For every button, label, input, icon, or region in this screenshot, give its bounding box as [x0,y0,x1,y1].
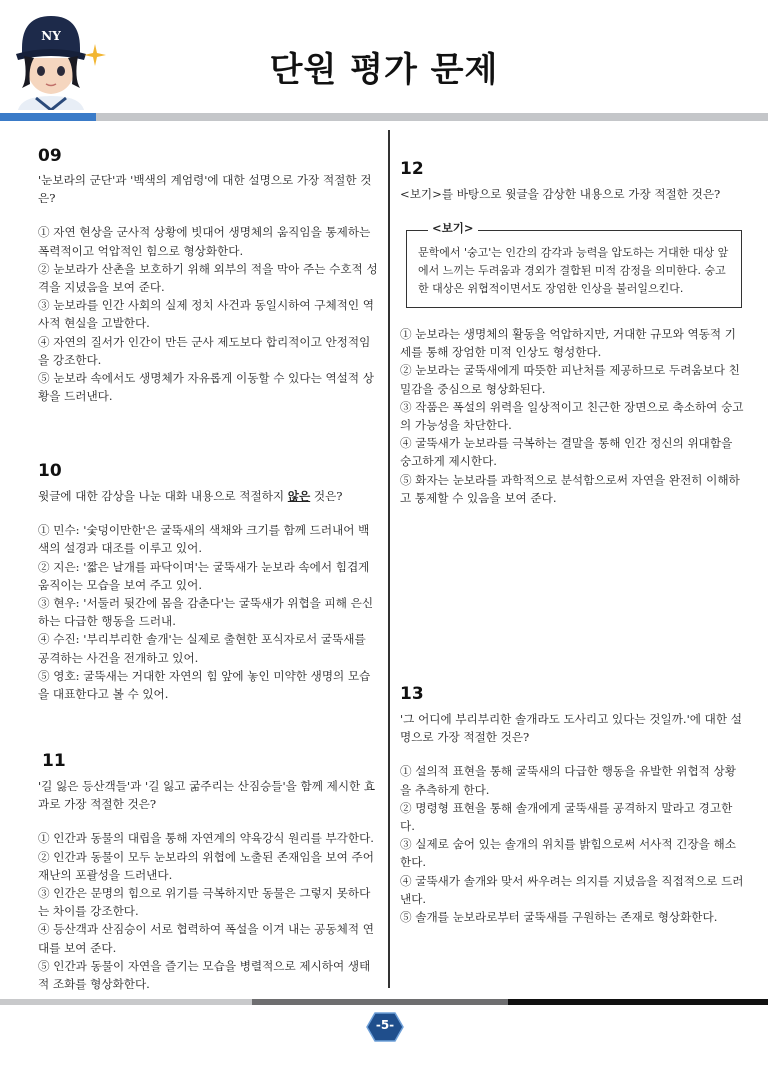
option-4: ④ 굴뚝새가 솔개와 맞서 싸우려는 의지를 지녔음을 직접적으로 드러낸다. [400,873,744,906]
option-2: ② 명령형 표현을 통해 솔개에게 굴뚝새를 공격하지 말라고 경고한다. [400,800,733,834]
question-13 [400,710,746,926]
bogi-text: 문학에서 '숭고'는 인간의 감각과 능력을 압도하는 거대한 대상 앞에서 느끼는 두려움과 경외가 결합된 미적 감정을 의미한다. 숭고한 대상은 위협적이면서도 장엄한 인상을 불러일으킨다. [418,246,729,295]
question-12-stem [400,185,746,203]
question-11 [38,777,380,993]
option-1: ① 눈보라는 생명체의 활동을 억압하지만, 거대한 규모와 역동적 기세를 통해 장엄한 미적 인상도 형성한다. [400,327,736,360]
option-1: ① 인간과 동물의 대립을 통해 자연계의 약육강식 원리를 부각한다. [38,831,374,846]
question-number-13: 13 [400,684,424,704]
page-number: -5- [375,1018,395,1032]
footer-bar-light [0,999,252,1005]
option-3: ③ 눈보라를 인간 사회의 실제 정치 사건과 동일시하여 구체적인 역사적 현실을 고발한다. [38,298,374,331]
option-4: ④ 등산객과 산짐승이 서로 협력하여 폭설을 이겨 내는 공동체적 연대를 보여 준다. [38,922,374,955]
question-stem [38,487,380,505]
question-09 [38,171,380,405]
column-divider [388,130,390,988]
option-3: ③ 실제로 숨어 있는 솔개의 위치를 밝힘으로써 서사적 긴장을 해소한다. [400,837,736,870]
option-1: ① 자연 현상을 군사적 상황에 빗대어 생명체의 움직임을 통제하는 폭력적이고 억압적인 힘으로 형상화한다. [38,225,371,258]
option-3: ③ 작품은 폭설의 위력을 일상적이고 친근한 장면으로 축소하여 숭고의 가능성을 차단한다. [400,399,744,433]
question-stem: <보기>를 바탕으로 윗글을 감상한 내용으로 가장 적절한 것은? [400,187,721,201]
option-3: ③ 인간은 문명의 힘으로 위기를 극복하지만 동물은 그렇지 못하다는 차이를 강조한다. [38,886,371,919]
bogi-label: <보기> [428,220,478,236]
question-number-09: 09 [38,146,62,166]
question-10 [38,487,380,703]
svg-text:NY: NY [41,29,61,43]
footer-bar-dark [508,999,768,1005]
page-title: 단원 평가 문제 [269,50,499,90]
question-number-11: 11 [42,751,66,771]
question-stem: '눈보라의 군단'과 '백색의 계엄령'에 대한 설명으로 가장 적절한 것은? [38,173,372,206]
header-divider-bar [96,113,768,121]
stem-emphasis: 않은 [287,489,311,503]
option-2: ② 지은: '짧은 날개를 파닥이며'는 굴뚝새가 눈보라 속에서 힘겹게 움직이는 모습을 보여 주고 있어. [38,559,370,592]
option-5: ⑤ 화자는 눈보라를 과학적으로 분석함으로써 자연을 완전히 이해하고 통제할 수 있음을 보여 준다. [400,472,740,505]
option-5: ⑤ 솔개를 눈보라로부터 굴뚝새를 구원하는 존재로 형상화한다. [400,910,718,925]
header-accent-bar [0,113,96,121]
stem-text: 윗글에 대한 감상을 나눈 대화 내용으로 적절하지 [38,489,288,503]
footer-bar-mid [252,999,508,1005]
option-1: ① 설의적 표현을 통해 굴뚝새의 다급한 행동을 유발한 위협적 상황을 추측하게 한다. [400,764,736,797]
option-3: ③ 현우: '서둘러 뒷간에 몸을 감춘다'는 굴뚝새가 위협을 피해 은신하는 다급한 행동을 드러내. [38,596,374,629]
option-5: ⑤ 인간과 동물이 자연을 즐기는 모습을 병렬적으로 제시하여 생태적 조화를 형상화한다. [38,958,371,992]
option-2: ② 눈보라는 굴뚝새에게 따뜻한 피난처를 제공하므로 두려움보다 친밀감을 중심으로 형상화된다. [400,363,740,396]
option-2: ② 눈보라가 산촌을 보호하기 위해 외부의 적을 막아 주는 수호적 성격을 지녔음을 보여 준다. [38,261,378,295]
question-stem: '그 어디에 부리부리한 솔개라도 도사리고 있다는 것일까.'에 대한 설명으로 가장 적절한 것은? [400,712,742,745]
option-5: ⑤ 영호: 굴뚝새는 거대한 자연의 힘 앞에 놓인 미약한 생명의 모습을 대표한다고 볼 수 있어. [38,668,371,702]
option-4: ④ 자연의 질서가 인간이 만든 군사 제도보다 합리적이고 안정적임을 강조한다. [38,334,371,367]
question-12-options [400,325,746,507]
option-4: ④ 굴뚝새가 눈보라를 극복하는 결말을 통해 인간 정신의 위대함을 숭고하게 제시한다. [400,436,733,469]
option-1: ① 민수: '숯덩이만한'은 굴뚝새의 색채와 크기를 함께 드러내어 백색의 설경과 대조를 이루고 있어. [38,523,370,556]
option-4: ④ 수진: '부리부리한 솔개'는 실제로 출현한 포식자로서 굴뚝새를 공격하는 사건을 전개하고 있어. [38,632,366,665]
stem-text-end: 것은? [310,489,343,503]
question-number-12: 12 [400,159,424,179]
option-5: ⑤ 눈보라 속에서도 생명체가 자유롭게 이동할 수 있다는 역설적 상황을 드러낸다. [38,371,374,404]
question-number-10: 10 [38,461,62,481]
option-2: ② 인간과 동물이 모두 눈보라의 위협에 노출된 존재임을 보여 주어 재난의 포괄성을 드러낸다. [38,849,374,882]
question-stem: '길 잃은 등산객들'과 '길 잃고 굶주리는 산짐승들'을 함께 제시한 효과로 가장 적절한 것은? [38,779,376,812]
